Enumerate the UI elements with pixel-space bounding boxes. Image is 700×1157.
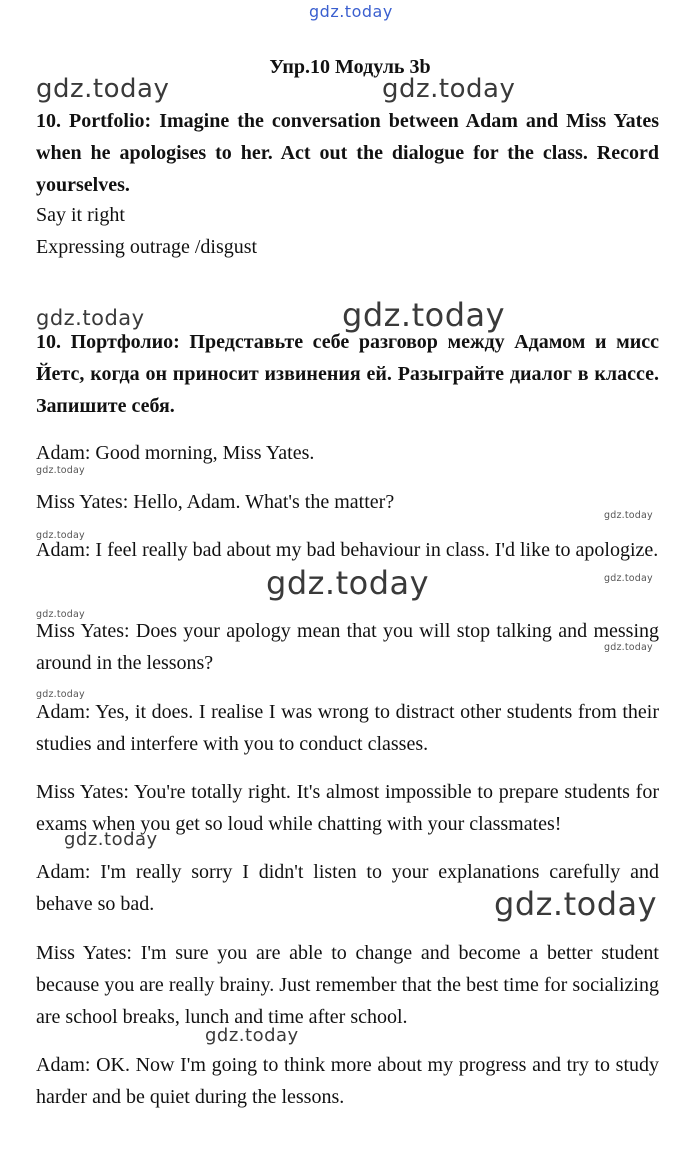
watermark: gdz.today — [36, 74, 170, 104]
watermark-small: gdz.today — [36, 689, 85, 700]
watermark: gdz.today — [64, 829, 158, 850]
page-title: Упр.10 Модуль 3b — [269, 56, 431, 78]
dialogue-line: Adam: I feel really bad about my bad behaviour in class. I'd like to apologize. — [36, 539, 659, 561]
dialogue-line: Miss Yates: You're totally right. It's almost impossible to prepare students for exams when you get so loud while chatting with your classmates! — [36, 781, 659, 835]
watermark-small: gdz.today — [36, 465, 85, 476]
dialogue-line: Adam: OK. Now I'm going to think more about my progress and try to study harder and be quiet during the lessons. — [36, 1054, 659, 1108]
dialogue-line: Miss Yates: I'm sure you are able to change and become a better student because you are really brainy. Just remember that the best time for socializing are school breaks, lunch and time after school. — [36, 942, 659, 1028]
dialogue-line: Adam: I'm really sorry I didn't listen to your explanations carefully and behave so bad. — [36, 861, 659, 915]
task-english: 10. Portfolio: Imagine the conversation between Adam and Miss Yates when he apologises to her. Act out the dialogue for the class. Record yourselves. — [36, 110, 659, 196]
dialogue-line: Miss Yates: Does your apology mean that you will stop talking and messing around in the lessons? — [36, 620, 659, 674]
expressing-outrage: Expressing outrage /disgust — [36, 236, 258, 258]
watermark: gdz.today — [205, 1025, 299, 1046]
watermark-small: gdz.today — [604, 642, 653, 653]
watermark-small: gdz.today — [36, 530, 85, 541]
watermark: gdz.today — [266, 564, 430, 602]
watermark-small: gdz.today — [604, 510, 653, 521]
watermark-small: gdz.today — [604, 573, 653, 584]
watermark-top: gdz.today — [309, 2, 393, 21]
watermark: gdz.today — [494, 885, 658, 923]
watermark-small: gdz.today — [36, 609, 85, 620]
watermark: gdz.today — [342, 296, 506, 334]
dialogue-line: Adam: Good morning, Miss Yates. — [36, 442, 315, 464]
watermark: gdz.today — [36, 306, 145, 330]
say-it-right: Say it right — [36, 204, 125, 226]
task-russian: 10. Портфолио: Представьте себе разговор между Адамом и мисс Йетс, когда он приносит извинения ей. Разыграйте диалог в классе. Запишите себя. — [36, 331, 659, 417]
dialogue-line: Miss Yates: Hello, Adam. What's the matter? — [36, 491, 395, 513]
watermark: gdz.today — [382, 74, 516, 104]
dialogue-line: Adam: Yes, it does. I realise I was wrong to distract other students from their studies and interfere with you to conduct classes. — [36, 701, 659, 755]
